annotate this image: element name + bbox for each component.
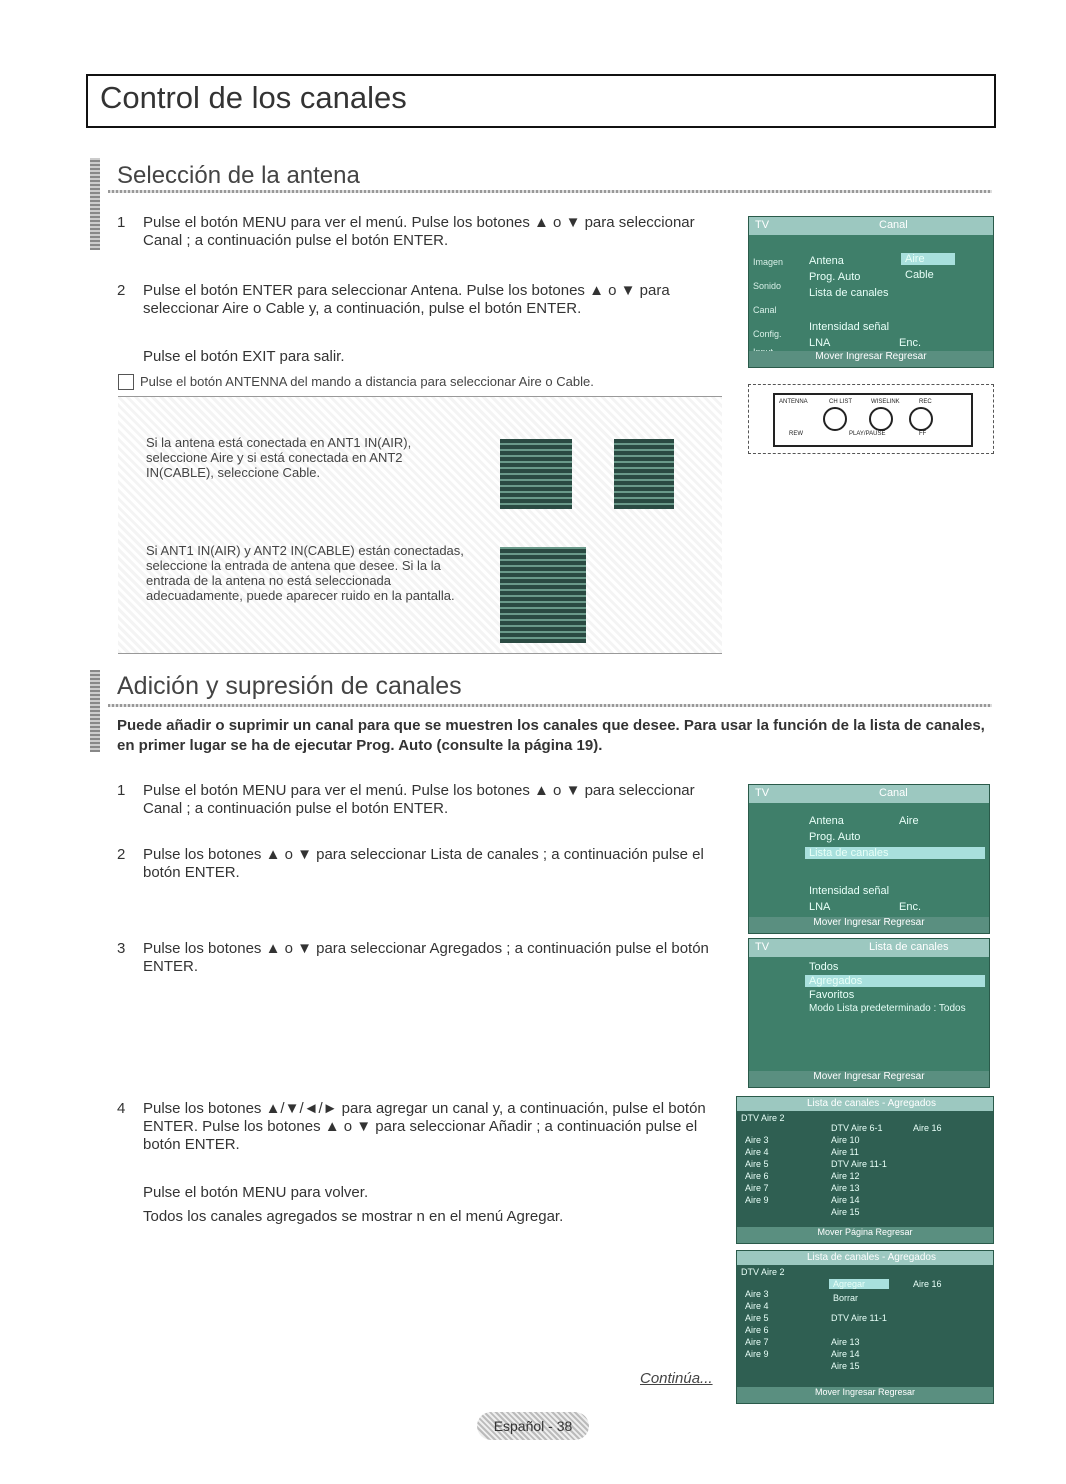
menu-header <box>749 217 993 235</box>
channel-item[interactable]: Aire 15 <box>831 1361 860 1371</box>
menu-title: Canal <box>879 787 908 799</box>
remote-label: REW <box>789 431 803 437</box>
section2-intro: Puede añadir o suprimir un canal para que se muestren los canales que desee. Para usar la función de la lista de canales, en primer lugar se ha de ejecutar Prog. Auto (consulte la página 19). <box>117 717 985 754</box>
menu-value: Aire <box>899 815 919 827</box>
menu-value: Enc. <box>899 337 922 349</box>
section-bar <box>90 158 100 250</box>
menu-item[interactable]: Prog. Auto <box>809 271 861 283</box>
step-number: 2 <box>117 846 126 863</box>
antenna-button[interactable] <box>823 407 847 431</box>
tv-menu-screen <box>748 216 994 368</box>
channel-list-screen <box>736 1096 994 1244</box>
channel-item[interactable]: Aire 7 <box>745 1337 769 1347</box>
channel-item[interactable]: Aire 5 <box>745 1159 769 1169</box>
remote-label: FF <box>919 431 927 437</box>
channel-item[interactable]: DTV Aire 2 <box>741 1113 785 1123</box>
menu-header <box>749 785 989 803</box>
remote-label: PLAY/PAUSE <box>849 431 886 437</box>
side-item: Canal <box>753 305 777 315</box>
step-number: 3 <box>117 940 126 957</box>
menu-item[interactable]: Prog. Auto <box>809 831 861 843</box>
remote-label: REC <box>919 399 932 405</box>
menu-title: Canal <box>879 219 908 231</box>
channel-item[interactable]: Aire 11 <box>831 1147 859 1157</box>
side-item: Sonido <box>753 281 782 291</box>
step-4 <box>117 1100 737 1176</box>
popup-option[interactable]: Aire <box>901 253 955 265</box>
menu-tv-label: TV <box>755 941 770 953</box>
menu-footer: Mover Página Regresar <box>737 1227 993 1243</box>
menu-footer: Mover Ingresar Regresar <box>749 917 989 933</box>
step-text: Pulse los botones ▲ o ▼ para seleccionar Agregados ; a continuación pulse el botón ENTER. <box>143 940 709 975</box>
step-number: 4 <box>117 1100 126 1117</box>
section-bar <box>90 670 100 752</box>
menu-title: Lista de canales - Agregados <box>807 1098 936 1109</box>
channel-item[interactable]: Aire 13 <box>831 1337 860 1347</box>
step-text: Pulse el botón MENU para ver el menú. Pulse los botones ▲ o ▼ para seleccionar Canal ; a continuación pulse el botón ENTER. <box>143 214 695 249</box>
page-title: Control de los canales <box>100 80 407 115</box>
menu-item[interactable]: Intensidad señal <box>809 321 890 333</box>
channel-item[interactable]: DTV Aire 6-1 <box>831 1123 883 1133</box>
antenna-connector-graphic <box>500 547 586 643</box>
step-text: Pulse el botón MENU para ver el menú. Pulse los botones ▲ o ▼ para seleccionar Canal ; a continuación pulse el botón ENTER. <box>143 782 695 817</box>
channel-item[interactable]: Aire 13 <box>831 1183 860 1193</box>
channel-item[interactable]: Aire 14 <box>831 1195 860 1205</box>
rec-button[interactable] <box>909 407 933 431</box>
menu-item[interactable]: Lista de canales <box>809 287 889 299</box>
channel-item[interactable]: Aire 7 <box>745 1183 769 1193</box>
step-text: Pulse el botón ENTER para seleccionar Antena. Pulse los botones ▲ o ▼ para seleccionar Aire o Cable y, a continuación, pulse el botón ENTER. <box>143 282 670 317</box>
channel-item[interactable]: Aire 10 <box>831 1135 860 1145</box>
section2-heading: Adición y supresión de canales <box>117 672 462 700</box>
menu-item[interactable]: Modo Lista predeterminado : Todos <box>809 1003 966 1014</box>
channel-item[interactable]: DTV Aire 11-1 <box>831 1159 887 1169</box>
section-rule <box>108 704 992 707</box>
side-item: Imagen <box>753 257 784 267</box>
continue-label: Continúa... <box>640 1370 713 1387</box>
page-number-badge: Español - 38 <box>477 1412 589 1440</box>
channel-item[interactable]: Aire 6 <box>745 1171 769 1181</box>
menu-tv-label: TV <box>755 219 770 231</box>
menu-header <box>737 1097 993 1111</box>
channel-item[interactable]: Aire 3 <box>745 1135 769 1145</box>
menu-item-selected[interactable]: Agregados <box>805 975 985 987</box>
menu-item[interactable]: Favoritos <box>809 989 855 1001</box>
note-text: Pulse el botón ANTENNA del mando a distancia para seleccionar Aire o Cable. <box>140 374 594 389</box>
channel-item[interactable]: Aire 12 <box>831 1171 860 1181</box>
menu-footer: Mover Ingresar Regresar <box>749 1071 989 1087</box>
tv-menu-screen <box>748 784 990 934</box>
menu-item[interactable]: Intensidad señal <box>809 885 890 897</box>
page-title-box <box>86 74 996 128</box>
menu-header <box>737 1251 993 1265</box>
antenna-diagram <box>118 396 722 654</box>
section-rule <box>108 190 992 193</box>
remote-label: CH LIST <box>829 399 853 405</box>
menu-item[interactable]: Antena <box>809 255 844 267</box>
channel-item[interactable]: Aire 16 <box>913 1279 942 1289</box>
step-text: Pulse los botones ▲/▼/◄/► para agregar un canal y, a continuación, pulse el botón ENTER. Pulse los botones ▲ o ▼ para seleccionar Añadir ; a continuación pulse el botón ENTER. <box>143 1100 706 1153</box>
menu-tv-label: TV <box>755 787 770 799</box>
channel-item[interactable]: Aire 15 <box>831 1207 860 1217</box>
step-2 <box>117 846 737 886</box>
section1-heading: Selección de la antena <box>117 162 360 189</box>
step-number: 2 <box>117 282 126 299</box>
channel-list-screen <box>736 1250 994 1404</box>
channel-item[interactable]: Aire 16 <box>913 1123 942 1133</box>
step-number: 1 <box>117 782 126 799</box>
step-1 <box>117 782 737 836</box>
menu-value: Enc. <box>899 901 922 913</box>
channel-item[interactable]: Aire 4 <box>745 1301 769 1311</box>
step-3 <box>117 940 737 980</box>
menu-item[interactable]: LNA <box>809 901 831 913</box>
remote-illustration <box>748 384 994 454</box>
wiselink-button[interactable] <box>869 407 893 431</box>
note-icon <box>118 374 134 390</box>
menu-footer: Mover Ingresar Regresar <box>737 1387 993 1403</box>
tip-text: Todos los canales agregados se mostrar n en el menú Agregar. <box>143 1208 564 1225</box>
channel-item[interactable]: Aire 3 <box>745 1289 769 1299</box>
popup-option[interactable]: Borrar <box>833 1293 859 1303</box>
antenna-connector-graphic <box>500 439 572 509</box>
antenna-connector-graphic <box>614 439 674 509</box>
menu-title: Lista de canales <box>869 941 949 953</box>
channel-item[interactable]: Aire 9 <box>745 1195 769 1205</box>
channel-item[interactable]: Aire 14 <box>831 1349 860 1359</box>
side-item: Config. <box>753 329 782 339</box>
tv-menu-screen <box>748 938 990 1088</box>
channel-item[interactable]: Aire 6 <box>745 1325 769 1335</box>
back-text: Pulse el botón MENU para volver. <box>143 1184 369 1201</box>
exit-text: Pulse el botón EXIT para salir. <box>143 348 345 365</box>
menu-item[interactable]: Todos <box>809 961 839 973</box>
popup-option[interactable]: Agregar <box>829 1279 889 1289</box>
tip-1: Si la antena está conectada en ANT1 IN(AIR), seleccione Aire y si está conectada en ANT2 IN(CABLE), seleccione Cable. <box>146 435 412 480</box>
remote-label: ANTENNA <box>779 399 808 405</box>
menu-item-selected[interactable]: Lista de canales <box>805 847 985 859</box>
menu-item[interactable]: LNA <box>809 337 831 349</box>
menu-header <box>749 939 989 957</box>
channel-item[interactable]: DTV Aire 11-1 <box>831 1313 887 1323</box>
popup-option[interactable]: Cable <box>905 269 934 281</box>
step-2 <box>117 282 737 336</box>
tip-2: Si ANT1 IN(AIR) y ANT2 IN(CABLE) están conectadas, seleccione la entrada de antena que desee. Si la la entrada de la antena no está seleccionada adecuadamente, puede aparecer ruido en la pantalla. <box>146 543 464 603</box>
channel-item[interactable]: DTV Aire 2 <box>741 1267 785 1277</box>
channel-item[interactable]: Aire 5 <box>745 1313 769 1323</box>
menu-item[interactable]: Antena <box>809 815 844 827</box>
step-1 <box>117 214 737 268</box>
step-text: Pulse los botones ▲ o ▼ para seleccionar Lista de canales ; a continuación pulse el botón ENTER. <box>143 846 704 881</box>
menu-title: Lista de canales - Agregados <box>807 1252 936 1263</box>
channel-item[interactable]: Aire 9 <box>745 1349 769 1359</box>
remote-label: WISELINK <box>871 399 900 405</box>
step-number: 1 <box>117 214 126 231</box>
channel-item[interactable]: Aire 4 <box>745 1147 769 1157</box>
menu-footer: Mover Ingresar Regresar <box>749 351 993 367</box>
